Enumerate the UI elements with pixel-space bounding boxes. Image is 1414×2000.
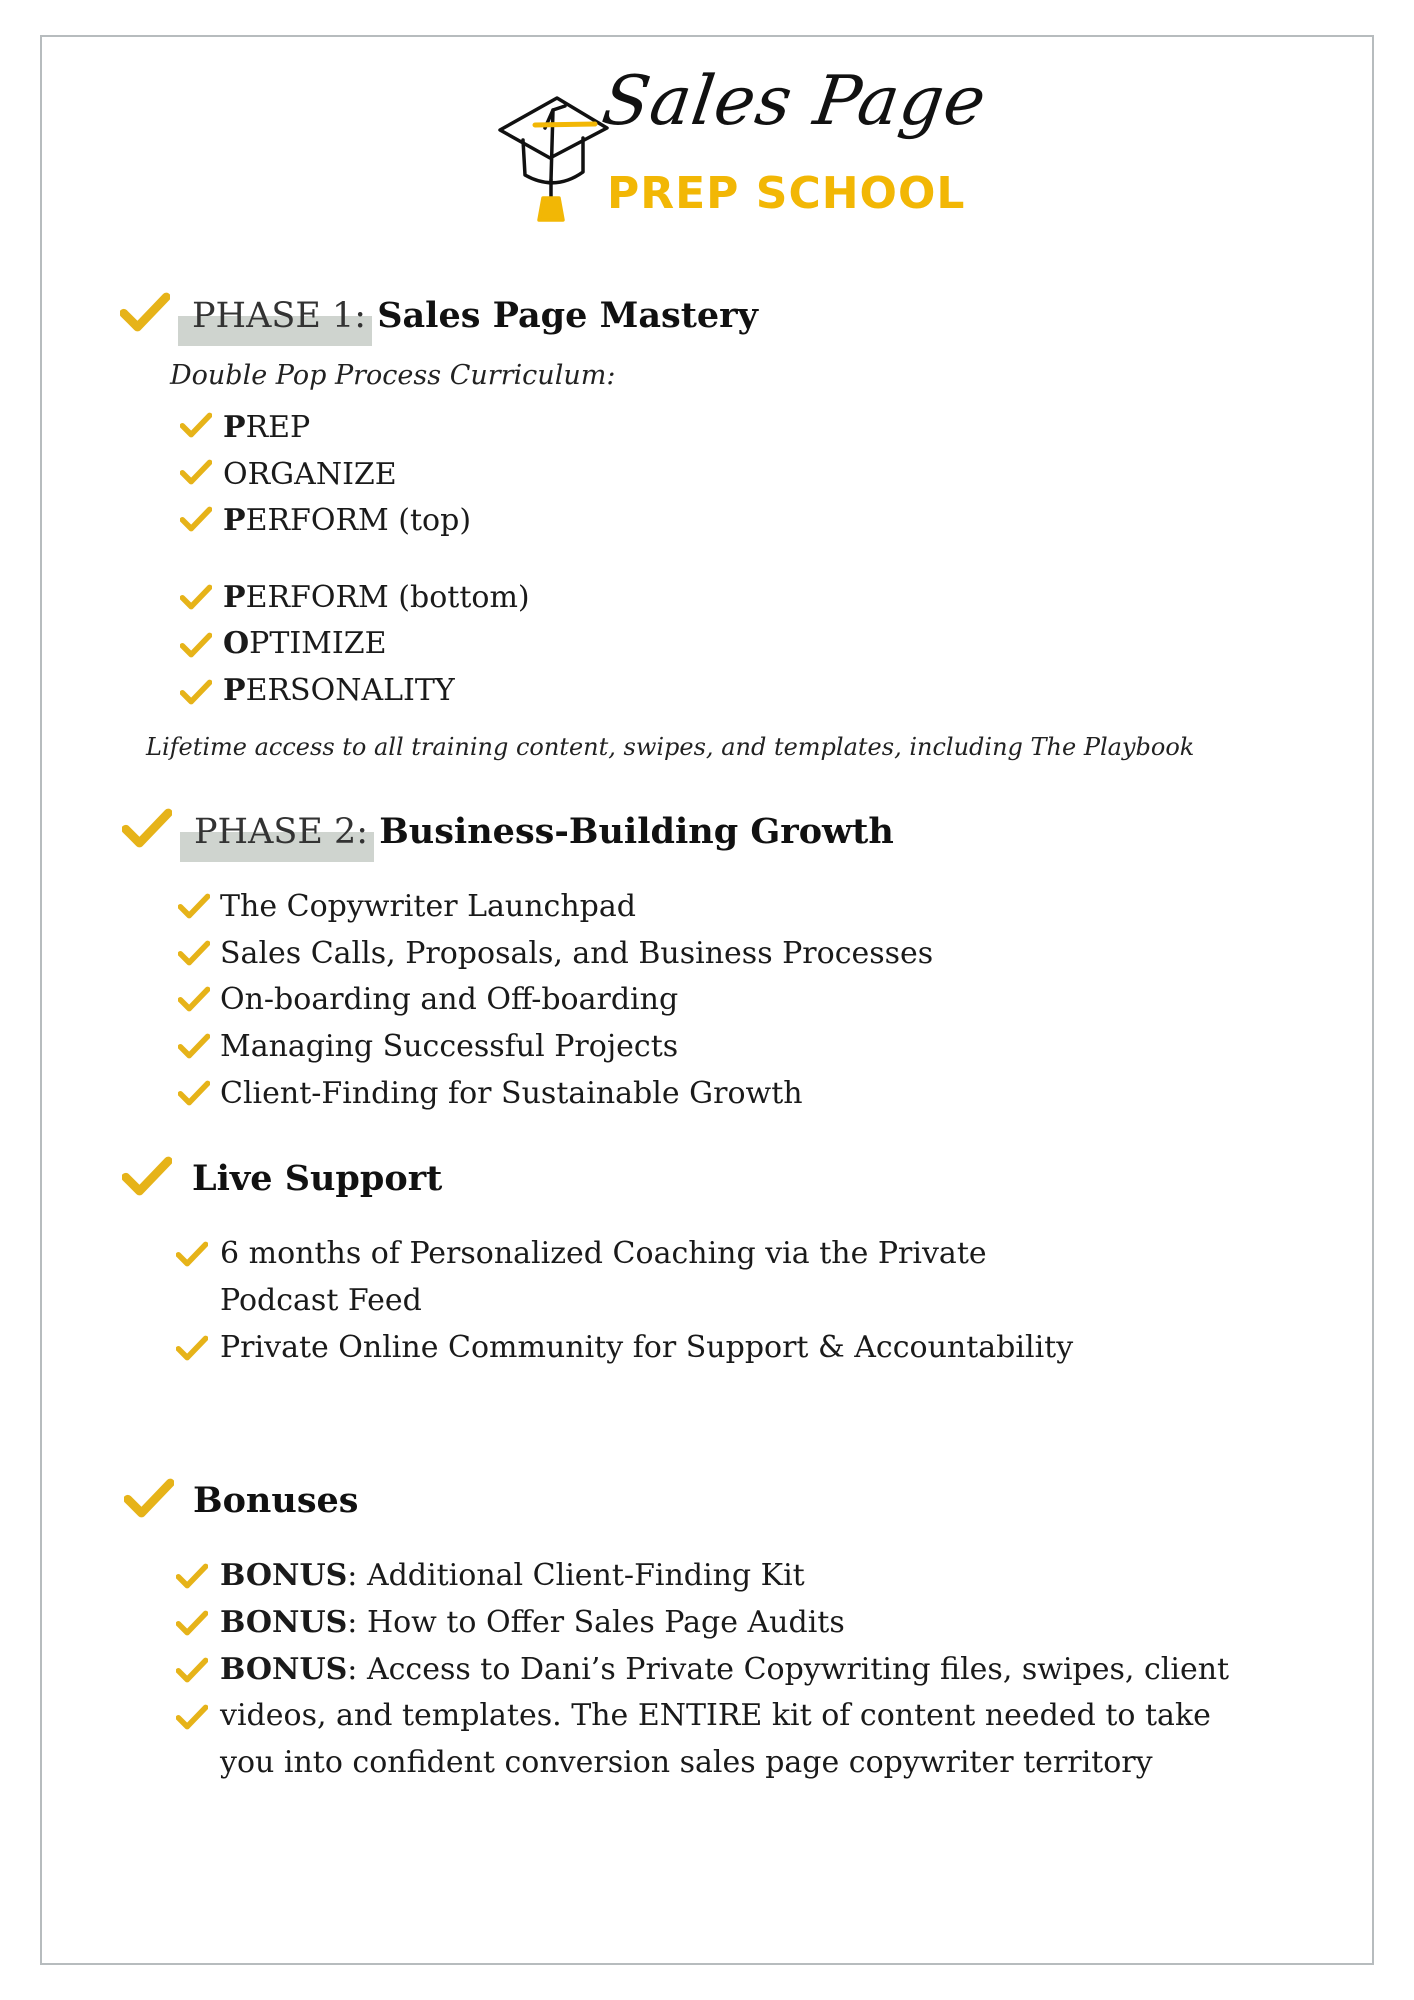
check-icon <box>180 459 212 485</box>
phase2-item: Managing Successful Projects <box>220 1029 679 1064</box>
bonus-item <box>220 1605 845 1640</box>
item-initial: P <box>223 410 246 445</box>
support-heading <box>192 1158 443 1199</box>
item-initial: O <box>223 626 250 661</box>
logo-sub-text: PREP SCHOOL <box>607 168 966 219</box>
support-item: Private Online Community for Support & Accountability <box>220 1330 1074 1365</box>
phase1-item <box>223 503 472 538</box>
phase1-note: Lifetime access to all training content, swipes, and templates, including The Playbook <box>146 733 1195 761</box>
check-icon <box>122 1156 172 1196</box>
check-icon <box>122 808 172 848</box>
bonus-text: : Access to Dani’s Private Copywriting files, swipes, client <box>347 1652 1230 1687</box>
check-icon <box>124 1478 174 1518</box>
bonus-item-continuation: you into confident conversion sales page copywriter territory <box>220 1745 1153 1780</box>
phase1-item <box>223 626 387 661</box>
item-text: ERFORM (bottom) <box>245 580 530 615</box>
check-icon <box>178 1033 210 1059</box>
phase2-item: Client-Finding for Sustainable Growth <box>220 1076 803 1111</box>
bonus-item <box>220 1652 1230 1687</box>
bonus-text: : How to Offer Sales Page Audits <box>347 1605 845 1640</box>
phase1-heading <box>192 295 758 336</box>
check-icon <box>178 986 210 1012</box>
bonus-label: BONUS <box>220 1558 348 1593</box>
graduation-cap-icon <box>495 80 615 230</box>
bonuses-title: Bonuses <box>193 1480 359 1521</box>
item-text: PTIMIZE <box>249 626 387 661</box>
phase2-item: On-boarding and Off-boarding <box>220 982 679 1017</box>
check-icon <box>178 940 210 966</box>
phase1-item <box>223 673 455 708</box>
item-text: ERSONALITY <box>245 673 455 708</box>
check-icon <box>176 1657 208 1683</box>
check-icon <box>176 1241 208 1267</box>
logo-script-text: Sales Page <box>597 62 992 141</box>
support-item: 6 months of Personalized Coaching via the Private <box>220 1236 987 1271</box>
phase2-prefix: PHASE 2: <box>194 812 369 852</box>
phase2-item: The Copywriter Launchpad <box>220 889 636 924</box>
phase2-heading <box>194 811 894 852</box>
check-icon <box>176 1563 208 1589</box>
phase1-subtitle: Double Pop Process Curriculum: <box>170 360 616 391</box>
logo <box>495 60 992 230</box>
item-text: REP <box>245 410 311 445</box>
bonus-label: BONUS <box>220 1605 348 1640</box>
check-icon <box>176 1335 208 1361</box>
item-text: ERFORM (top) <box>245 503 472 538</box>
check-icon <box>180 506 212 532</box>
check-icon <box>176 1704 208 1730</box>
bonus-item <box>220 1558 805 1593</box>
bonus-item-continuation: videos, and templates. The ENTIRE kit of content needed to take <box>220 1698 1211 1733</box>
check-icon <box>180 412 212 438</box>
check-icon <box>180 679 212 705</box>
bonuses-heading <box>193 1480 359 1521</box>
check-icon <box>178 893 210 919</box>
phase1-item <box>223 457 397 492</box>
item-initial: P <box>223 673 246 708</box>
phase2-title: Business-Building Growth <box>379 811 894 852</box>
phase1-prefix: PHASE 1: <box>192 296 367 336</box>
check-icon <box>176 1610 208 1636</box>
check-icon <box>178 1080 210 1106</box>
bonus-label: BONUS <box>220 1652 348 1687</box>
item-text: ORGANIZE <box>223 457 397 492</box>
phase1-item <box>223 410 311 445</box>
phase2-item: Sales Calls, Proposals, and Business Processes <box>220 936 934 971</box>
item-initial: P <box>223 503 246 538</box>
phase1-title: Sales Page Mastery <box>377 295 758 336</box>
check-icon <box>120 292 170 332</box>
phase1-item <box>223 580 530 615</box>
support-item-continuation: Podcast Feed <box>220 1283 422 1318</box>
item-initial: P <box>223 580 246 615</box>
bonus-text: : Additional Client-Finding Kit <box>347 1558 805 1593</box>
check-icon <box>180 632 212 658</box>
support-title: Live Support <box>192 1158 443 1199</box>
check-icon <box>180 584 212 610</box>
